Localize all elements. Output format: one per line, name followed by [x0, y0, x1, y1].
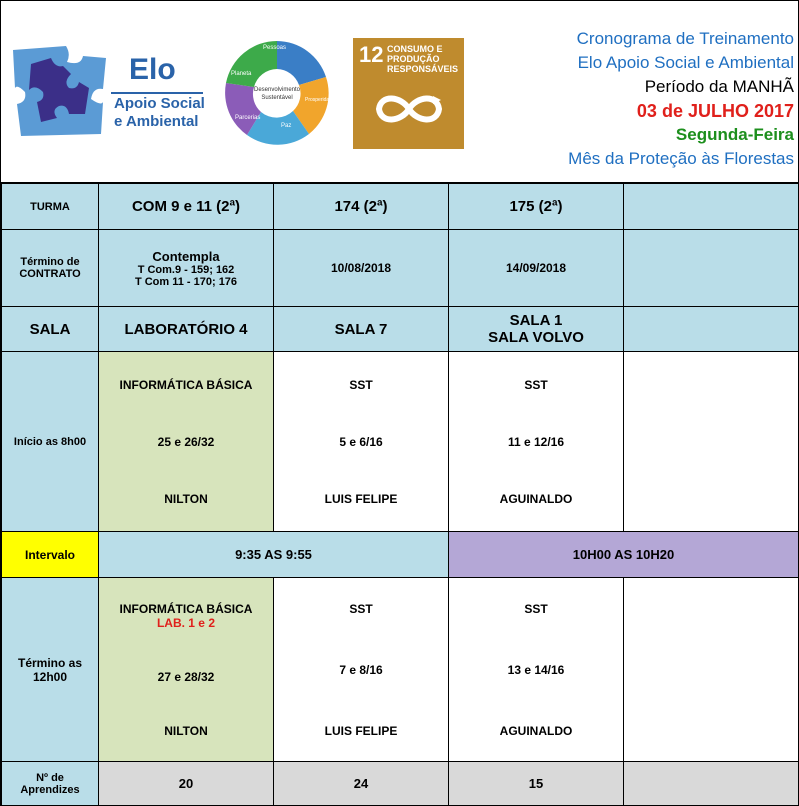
intervalo-span-1: 9:35 AS 9:55	[99, 532, 449, 578]
contempla-line-3: T Com 11 - 170; 176	[134, 275, 238, 288]
inicio-col-4	[624, 352, 799, 532]
sala-col-3-line-1: SALA 1	[509, 312, 563, 329]
contempla-cell	[99, 230, 274, 307]
inicio-col-2-count: 5 e 6/16	[339, 434, 383, 449]
inicio-col-1	[99, 352, 274, 532]
termino-contrato-col-4	[624, 230, 799, 307]
termino-contrato-col-3: 14/09/2018	[449, 230, 624, 307]
termino-col-4	[624, 578, 799, 762]
elo-logo-sub1: Apoio Social	[114, 95, 205, 112]
turma-col-3: 175 (2ª)	[449, 184, 624, 230]
sdg12-tile	[353, 38, 464, 149]
sala-col-3-line-2: SALA VOLVO	[488, 329, 584, 346]
title-line-month-theme: Mês da Proteção às Florestas	[568, 149, 794, 168]
inicio-col-1-instructor: NILTON	[164, 491, 208, 506]
row-termino	[2, 578, 799, 762]
infinity-icon	[371, 88, 447, 130]
header	[1, 1, 798, 184]
row-termino-contrato	[2, 230, 799, 307]
row-aprendizes	[2, 762, 799, 806]
sdg12-number: 12	[359, 42, 384, 67]
termino-col-1-instructor: NILTON	[164, 723, 208, 738]
inicio-col-3-count: 11 e 12/16	[507, 434, 565, 449]
sala-col-1: LABORATÓRIO 4	[99, 307, 274, 352]
sdg-wheel-logo	[223, 39, 335, 147]
inicio-col-2-instructor: LUIS FELIPE	[324, 491, 398, 506]
sdg12-text: CONSUMO E PRODUÇÃO RESPONSÁVEIS	[387, 44, 459, 74]
sdg-wheel-prosperidade: Prosperidade	[305, 97, 335, 103]
inicio-col-1-count: 25 e 26/32	[157, 434, 215, 449]
turma-col-1: COM 9 e 11 (2ª)	[99, 184, 274, 230]
aprendizes-col-3: 15	[449, 762, 624, 806]
sdg-wheel-paz: Paz	[281, 123, 292, 129]
sala-col-3	[449, 307, 624, 352]
sala-col-4	[624, 307, 799, 352]
termino-contrato-label-1: Término de	[20, 256, 80, 268]
sdg-wheel-pessoas: Pessoas	[263, 45, 287, 51]
sdg-wheel-planeta: Planeta	[231, 71, 252, 77]
turma-col-4	[624, 184, 799, 230]
inicio-col-1-subject: INFORMÁTICA BÁSICA	[119, 377, 253, 392]
termino-label-1: Término as	[17, 655, 83, 670]
inicio-col-3	[449, 352, 624, 532]
inicio-col-2	[274, 352, 449, 532]
termino-contrato-label-2: CONTRATO	[19, 268, 81, 280]
termino-col-1-subject: INFORMÁTICA BÁSICA	[119, 601, 253, 616]
termino-contrato-label	[2, 230, 99, 307]
sdg-wheel-center-1: Desenvolvimento	[253, 87, 301, 93]
row-turma	[2, 184, 799, 230]
inicio-col-2-subject: SST	[349, 377, 373, 392]
intervalo-span-2: 10H00 AS 10H20	[449, 532, 799, 578]
termino-col-1-count: 27 e 28/32	[157, 669, 215, 684]
aprendizes-col-1: 20	[99, 762, 274, 806]
turma-col-2: 174 (2ª)	[274, 184, 449, 230]
title-line-period: Período da MANHÃ	[644, 77, 794, 96]
termino-col-3-instructor: AGUINALDO	[499, 723, 573, 738]
termino-col-3	[449, 578, 624, 762]
elo-logo-name: Elo	[129, 53, 176, 86]
aprendizes-col-4	[624, 762, 799, 806]
title-line-weekday: Segunda-Feira	[675, 125, 794, 144]
title-block	[568, 27, 794, 171]
inicio-col-3-subject: SST	[524, 377, 548, 392]
aprendizes-col-2: 24	[274, 762, 449, 806]
termino-col-3-count: 13 e 14/16	[507, 662, 565, 677]
elo-logo-sub2: e Ambiental	[114, 113, 199, 130]
aprendizes-label-1: Nº de	[36, 771, 64, 784]
contempla-line-2: T Com.9 - 159; 162	[137, 263, 235, 276]
aprendizes-label-2: Aprendizes	[20, 783, 80, 796]
termino-col-1	[99, 578, 274, 762]
termino-label	[2, 578, 99, 762]
termino-col-2-subject: SST	[349, 601, 373, 616]
inicio-label: Início as 8h00	[2, 352, 99, 532]
sdg-wheel-center-2: Sustentável	[261, 95, 293, 101]
sala-col-2: SALA 7	[274, 307, 449, 352]
elo-logo-divider	[111, 92, 203, 94]
row-intervalo	[2, 532, 799, 578]
row-sala	[2, 307, 799, 352]
intervalo-label: Intervalo	[2, 532, 99, 578]
termino-col-2-count: 7 e 8/16	[339, 662, 383, 677]
inicio-col-3-instructor: AGUINALDO	[499, 491, 573, 506]
contempla-title: Contempla	[152, 248, 220, 264]
title-line-2: Elo Apoio Social e Ambiental	[577, 53, 794, 72]
termino-col-3-subject: SST	[524, 601, 548, 616]
title-line-1: Cronograma de Treinamento	[576, 29, 794, 48]
sdg-wheel-parcerias: Parcerias	[235, 115, 261, 121]
turma-label: TURMA	[2, 184, 99, 230]
title-line-date: 03 de JULHO 2017	[636, 101, 794, 121]
termino-contrato-col-2: 10/08/2018	[274, 230, 449, 307]
sala-label: SALA	[2, 307, 99, 352]
termino-col-2	[274, 578, 449, 762]
termino-col-2-instructor: LUIS FELIPE	[324, 723, 398, 738]
schedule-table	[1, 183, 799, 806]
aprendizes-label	[2, 762, 99, 806]
termino-label-2: 12h00	[32, 669, 68, 684]
termino-col-1-note: LAB. 1 e 2	[156, 615, 215, 630]
row-inicio	[2, 352, 799, 532]
